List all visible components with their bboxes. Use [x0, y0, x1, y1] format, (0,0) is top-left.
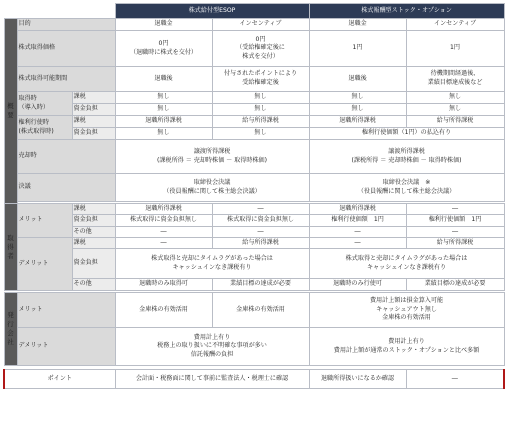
- label-purpose: 目的: [17, 19, 115, 31]
- issuer-merit-esop-retire: 金庫株の有効活用: [115, 293, 212, 328]
- label-acquirer-demerit: デメリット: [17, 238, 72, 291]
- grant-fund-so-retire: 無し: [309, 104, 406, 116]
- label-point: ポイント: [4, 370, 115, 389]
- grant-tax-esop-incentive: 無し: [212, 92, 309, 104]
- label-merit-fund: 資金負担: [72, 215, 115, 227]
- demerit-other-esop-retire: 退職時のみ取得可: [115, 279, 212, 291]
- label-resolution: 決議: [17, 174, 115, 202]
- label-issuer-merit: メリット: [17, 293, 115, 328]
- period-so-retire: 退職後: [309, 67, 406, 92]
- merit-fund-esop-incentive: 株式取得に資金負担無し: [212, 215, 309, 227]
- point-so-incentive: ―: [406, 370, 504, 389]
- merit-fund-so-incentive: 権利行使価額 1円: [406, 215, 504, 227]
- issuer-demerit-esop: 費用計上有り 税務上の取り扱いに不明確な事項が多い 信託報酬の負担: [115, 328, 309, 366]
- price-so-retire: 1円: [309, 31, 406, 67]
- grant-fund-so-incentive: 無し: [406, 104, 504, 116]
- row-grant-fund: [4, 104, 504, 116]
- exercise-tax-esop-retire: 退職所得課税: [115, 116, 212, 128]
- demerit-tax-esop-retire: ―: [115, 238, 212, 249]
- resolution-esop: 取締役会決議 （役員報酬に関して株主総会決議）: [115, 174, 309, 202]
- row-acquirable-period: [4, 67, 504, 92]
- grant-tax-so-incentive: 無し: [406, 92, 504, 104]
- row-exercise-fund: [4, 128, 504, 140]
- label-at-grant: 取得時 （導入時）: [17, 92, 72, 116]
- label-merit-tax: 課税: [72, 204, 115, 215]
- merit-tax-so-retire: 退職所得課税: [309, 204, 406, 215]
- exercise-tax-so-incentive: 給与所得課税: [406, 116, 504, 128]
- grant-fund-esop-incentive: 無し: [212, 104, 309, 116]
- issuer-demerit-so: 費用計上有り 費用計上額が通常のストック・オプションと比べ多額: [309, 328, 504, 366]
- merit-other-so-incentive: ―: [406, 227, 504, 238]
- label-acquisition-price: 株式取得価格: [17, 31, 115, 67]
- merit-tax-so-incentive: ―: [406, 204, 504, 215]
- merit-tax-esop-retire: 退職所得課税: [115, 204, 212, 215]
- grant-tax-esop-retire: 無し: [115, 92, 212, 104]
- header-stock-option: 株式報酬型ストック・オプション: [309, 4, 504, 19]
- exercise-fund-esop-retire: 無し: [115, 128, 212, 140]
- purpose-esop-incentive: インセンティブ: [212, 19, 309, 31]
- demerit-other-so-retire: 退職時のみ行使可: [309, 279, 406, 291]
- exercise-tax-so-retire: 退職所得課税: [309, 116, 406, 128]
- demerit-tax-so-incentive: 給与所得課税: [406, 238, 504, 249]
- merit-tax-esop-incentive: ―: [212, 204, 309, 215]
- label-demerit-fund: 資金負担: [72, 249, 115, 279]
- period-esop-retire: 退職後: [115, 67, 212, 92]
- purpose-so-retire: 退職金: [309, 19, 406, 31]
- exercise-fund-esop-incentive: 無し: [212, 128, 309, 140]
- label-acquirable-period: 株式取得可能期間: [17, 67, 115, 92]
- price-esop-incentive: 0円 （受給権確定後に 株式を交付）: [212, 31, 309, 67]
- header-esop: 株式給付型ESOP: [115, 4, 309, 19]
- purpose-so-incentive: インセンティブ: [406, 19, 504, 31]
- demerit-tax-so-retire: ―: [309, 238, 406, 249]
- issuer-merit-esop-incentive: 金庫株の有効活用: [212, 293, 309, 328]
- row-resolution: [4, 174, 504, 202]
- row-issuer-merit: [4, 293, 504, 328]
- merit-fund-esop-retire: 株式取得に資金負担無し: [115, 215, 212, 227]
- row-issuer-demerit: [4, 328, 504, 366]
- label-demerit-tax: 課税: [72, 238, 115, 249]
- row-on-sale: [4, 140, 504, 174]
- row-grant-tax: [4, 92, 504, 104]
- row-exercise-tax: [4, 116, 504, 128]
- category-overview: 概要: [4, 19, 17, 204]
- sale-esop: 譲渡所得課税 (課税所得 ＝ 売却時株価 － 取得時株価): [115, 140, 309, 174]
- price-esop-retire: 0円 （退職時に株式を交付）: [115, 31, 212, 67]
- period-esop-incentive: 付与されたポイントにより 受給権確定後: [212, 67, 309, 92]
- merit-other-so-retire: ―: [309, 227, 406, 238]
- row-merit-tax: [4, 204, 504, 215]
- row-demerit-other: [4, 279, 504, 291]
- label-acquirer-merit: メリット: [17, 204, 72, 238]
- exercise-tax-esop-incentive: 給与所得課税: [212, 116, 309, 128]
- label-merit-other: その他: [72, 227, 115, 238]
- merit-other-esop-retire: ―: [115, 227, 212, 238]
- row-demerit-tax: [4, 238, 504, 249]
- demerit-fund-esop: 株式取得と売却にタイムラグがあった場合は キャッシュインなき課税有り: [115, 249, 309, 279]
- label-on-sale: 売却時: [17, 140, 115, 174]
- row-merit-other: [4, 227, 504, 238]
- label-exercise-fund: 資金負担: [72, 128, 115, 140]
- purpose-esop-retire: 退職金: [115, 19, 212, 31]
- demerit-tax-esop-incentive: 給与所得課税: [212, 238, 309, 249]
- row-demerit-fund: [4, 249, 504, 279]
- demerit-other-esop-incentive: 業績目標の達成が必要: [212, 279, 309, 291]
- row-purpose: [4, 19, 504, 31]
- point-esop: 会計面・税務面に関して事前に監査法人・税理士に確認: [115, 370, 309, 389]
- header-row: [4, 4, 504, 19]
- row-merit-fund: [4, 215, 504, 227]
- issuer-merit-so: 費用計上額は損金算入可能 キャッシュアウト無し 金庫株の有効活用: [309, 293, 504, 328]
- label-issuer-demerit: デメリット: [17, 328, 115, 366]
- merit-other-esop-incentive: ―: [212, 227, 309, 238]
- demerit-other-so-incentive: 業績目標の達成が必要: [406, 279, 504, 291]
- category-acquirer: 取得者: [4, 204, 17, 291]
- label-grant-tax: 課税: [72, 92, 115, 104]
- grant-fund-esop-retire: 無し: [115, 104, 212, 116]
- price-so-incentive: 1円: [406, 31, 504, 67]
- category-issuer: 発行会社: [4, 293, 17, 366]
- point-so-retire: 退職所得扱いになるか確認: [309, 370, 406, 389]
- demerit-fund-so: 株式取得と売却にタイムラグがあった場合は キャッシュインなき課税有り: [309, 249, 504, 279]
- sale-so: 譲渡所得課税 (課税所得 ＝ 売却時株価 － 取得時株価): [309, 140, 504, 174]
- row-acquisition-price: [4, 31, 504, 67]
- label-at-exercise: 権利行使時 (株式取得時): [17, 116, 72, 140]
- label-grant-fund: 資金負担: [72, 104, 115, 116]
- comparison-table: [3, 3, 505, 389]
- label-exercise-tax: 課税: [72, 116, 115, 128]
- merit-fund-so-retire: 権利行使価額 1円: [309, 215, 406, 227]
- row-point: [4, 370, 504, 389]
- label-demerit-other: その他: [72, 279, 115, 291]
- exercise-fund-so: 権利行使価額（1円）の払込有り: [309, 128, 504, 140]
- grant-tax-so-retire: 無し: [309, 92, 406, 104]
- period-so-incentive: 待機期間経過後、 業績目標達成後など: [406, 67, 504, 92]
- resolution-so: 取締役会決議 ※ （役員報酬に関して株主総会決議）: [309, 174, 504, 202]
